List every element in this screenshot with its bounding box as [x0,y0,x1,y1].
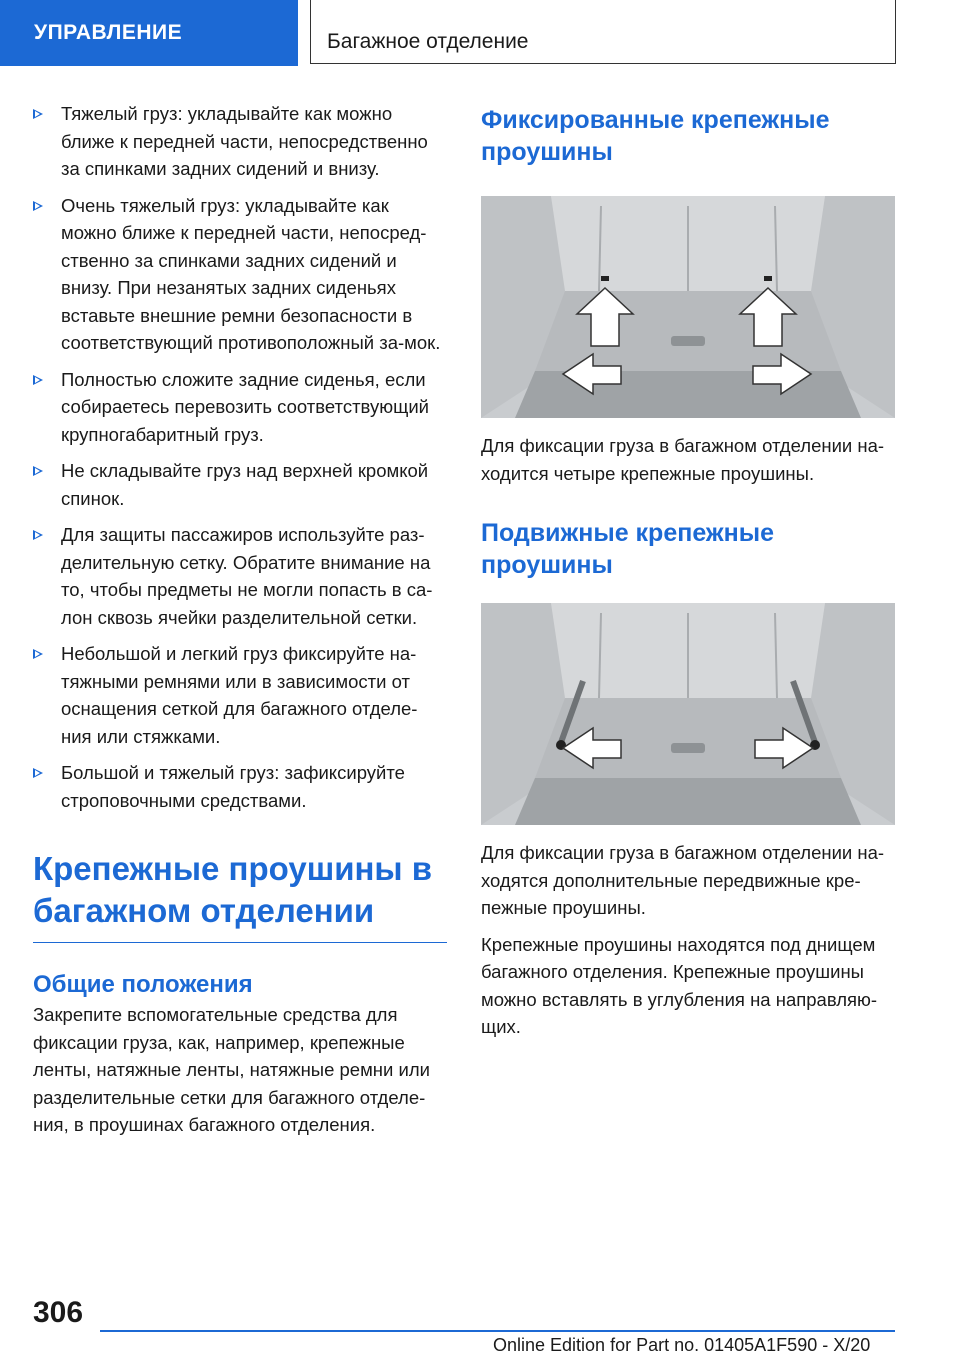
list-item-text: Не складывайте груз над верхней кромкой спинок. [61,460,429,509]
list-item [33,521,447,631]
fixed-eyelets-caption: Для фиксации груза в багажном отделении на-ходится четыре крепежные проушины. [481,435,885,484]
list-item-text: Для защиты пассажиров используйте раз-делительную сетку. Обратите внимание на то, чтобы предметы не могли попасть в са-лон сквозь ячейки разделительной сетки. [61,524,433,628]
cargo-area-movable-image [481,603,895,825]
fixed-eyelets-illustration [481,196,895,418]
page-header [0,0,960,66]
triangle-bullet-icon [33,649,43,659]
subheading-general: Общие положения [33,971,253,998]
left-column [33,100,447,1148]
list-item [33,759,447,814]
list-item-text: Небольшой и легкий груз фиксируйте на-тяжными ремнями или в зависимости от оснащения сеткой для багажного отделе-ния или стяжками. [61,643,418,747]
movable-eyelets-paragraph: Крепежные проушины находятся под днищем багажного отделения. Крепежные проушины можно вставлять в углубления на направляю-щих. [481,933,878,1037]
chapter-title: Багажное отделение [310,0,896,64]
section-tab: УПРАВЛЕНИЕ [0,0,298,66]
list-item-text: Полностью сложите задние сиденья, если собираетесь перевозить соответствующий крупногабаритный груз. [61,368,429,445]
list-item [33,192,447,357]
heading-movable-eyelets: Подвижные крепежные проушины [481,519,774,579]
list-item [33,457,447,512]
right-column [481,100,895,1050]
movable-eyelets-illustration [481,603,895,825]
general-paragraph: Закрепите вспомогательные средства для фиксации груза, как, например, крепежные ленты, натяжные ленты, натяжные ремни или разделительные сетки для багажного отделе-ния, в проушинах багажного отделения. [33,1004,430,1135]
movable-eyelets-caption: Для фиксации груза в багажном отделении на-ходятся дополнительные передвижные кре-пежные проушины. [481,842,885,918]
triangle-bullet-icon [33,768,43,778]
cargo-bullet-list [33,100,447,814]
list-item [33,640,447,750]
page-number: 306 [33,1296,84,1329]
triangle-bullet-icon [33,466,43,476]
list-item-text: Очень тяжелый груз: укладывайте как можно ближе к передней части, непосред-ственно за спинками задних сидений и внизу. При незанятых задних сиденьях вставьте внешние ремни безопасности в соответствующий противоположный за-мок. [61,194,441,353]
triangle-bullet-icon [33,530,43,540]
heading-fixed-eyelets: Фиксированные крепежные проушины [481,106,830,166]
triangle-bullet-icon [33,375,43,385]
list-item [33,366,447,449]
list-item [33,100,447,183]
section-heading: Крепежные проушины в багажном отделении [33,848,447,943]
edition-link[interactable]: Online Edition for Part no. 01405A1F590 - X/20 [493,1335,871,1355]
footer-divider [100,1330,895,1332]
list-item-text: Тяжелый груз: укладывайте как можно ближе к передней части, непосредственно за спинками задних сидений и внизу. [61,103,428,179]
cargo-area-fixed-image [481,196,895,418]
list-item-text: Большой и тяжелый груз: зафиксируйте строповочными средствами. [61,762,405,811]
triangle-bullet-icon [33,109,43,119]
triangle-bullet-icon [33,201,43,211]
